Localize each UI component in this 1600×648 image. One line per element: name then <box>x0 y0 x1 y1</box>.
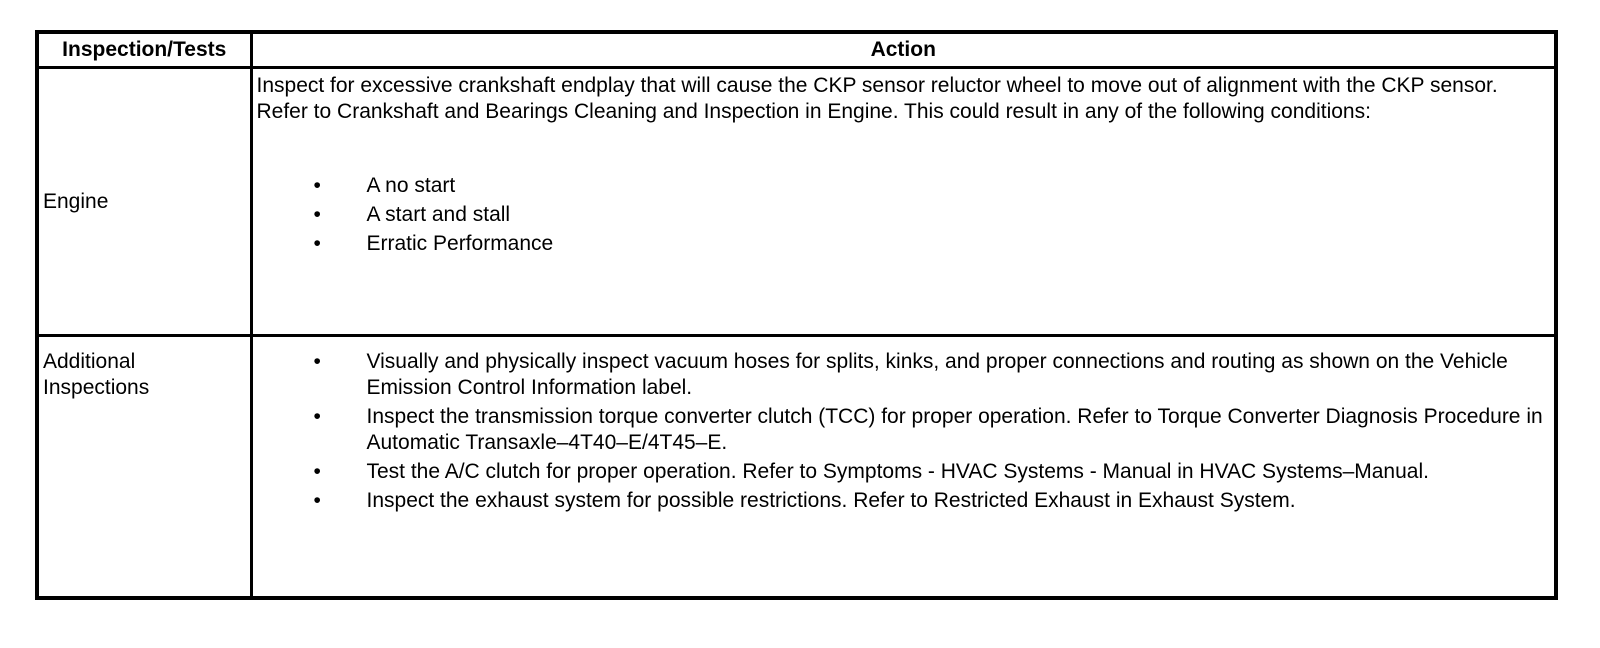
engine-action-paragraph: Inspect for excessive crankshaft endplay that will cause the CKP sensor reluctor wheel to move out of alignment with the CKP sensor. Refer to Crankshaft and Bearings Cleaning and Inspection in Engine. This could result in any of the following conditions: <box>256 74 1498 123</box>
bullet-icon: • <box>313 232 321 255</box>
list-item-text: A no start <box>366 174 456 197</box>
additional-inspections-list <box>257 349 1551 514</box>
list-item-text: A start and stall <box>366 203 511 226</box>
bullet-icon: • <box>313 460 321 483</box>
bullet-icon: • <box>313 405 321 428</box>
list-item <box>257 202 1551 228</box>
list-item <box>257 459 1551 485</box>
bullet-icon: • <box>313 489 321 512</box>
header-row <box>37 32 1556 68</box>
list-item-text: Test the A/C clutch for proper operation. Refer to Symptoms - HVAC Systems - Manual in HVAC Systems–Manual. <box>366 460 1429 483</box>
inspection-table <box>35 30 1558 600</box>
list-item <box>257 404 1551 456</box>
bullet-icon: • <box>313 174 321 197</box>
action-cell-additional <box>251 336 1556 599</box>
engine-conditions-list <box>257 173 1551 257</box>
table-row-engine <box>37 68 1556 336</box>
row-label-engine: Engine <box>37 68 251 336</box>
list-item-text: Inspect the exhaust system for possible restrictions. Refer to Restricted Exhaust in Exhaust System. <box>366 489 1296 512</box>
list-item-text: Visually and physically inspect vacuum hoses for splits, kinks, and proper connections and routing as shown on the Vehicle Emission Control Information label. <box>366 350 1508 399</box>
list-item-text: Erratic Performance <box>366 232 554 255</box>
header-action: Action <box>251 32 1556 68</box>
list-item <box>257 488 1551 514</box>
bullet-icon: • <box>313 350 321 373</box>
header-inspection-tests: Inspection/Tests <box>37 32 251 68</box>
action-cell-engine <box>251 68 1556 336</box>
list-item <box>257 231 1551 257</box>
table-row-additional-inspections <box>37 336 1556 599</box>
list-item-text: Inspect the transmission torque converter clutch (TCC) for proper operation. Refer to Torque Converter Diagnosis Procedure in Automatic Transaxle–4T40–E/4T45–E. <box>366 405 1543 454</box>
list-item <box>257 349 1551 401</box>
row-label-additional-inspections: Additional Inspections <box>37 336 251 599</box>
bullet-icon: • <box>313 203 321 226</box>
list-item <box>257 173 1551 199</box>
